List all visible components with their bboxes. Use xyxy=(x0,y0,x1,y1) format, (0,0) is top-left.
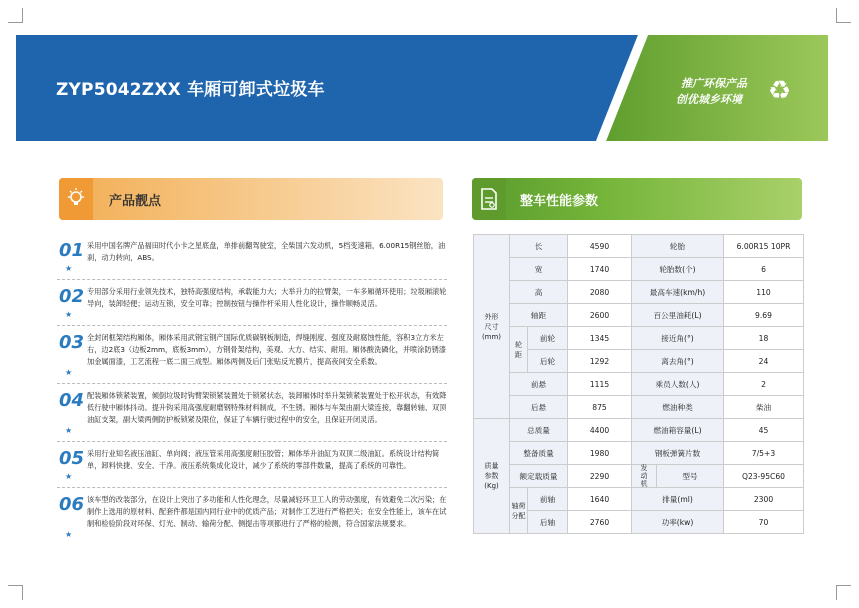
spec-label: 额定载质量 xyxy=(510,465,568,488)
feature-item xyxy=(57,384,447,442)
spec-value: 2 xyxy=(724,373,804,396)
crop-mark xyxy=(8,8,23,23)
table-row xyxy=(474,327,804,350)
spec-value: 2600 xyxy=(568,304,632,327)
document-icon xyxy=(472,178,506,220)
dim-group-label: 外形 尺寸 (mm) xyxy=(474,235,510,419)
table-row xyxy=(474,396,804,419)
lightbulb-icon xyxy=(59,178,93,220)
spec-label: 轴距 xyxy=(510,304,568,327)
feature-text: 配装厢体锁紧装置，倾倒垃圾时钩臂架锁紧装置处于锁紧状态，装卸厢体时举升架锁紧装置处于松开状态，有效降低行驶中厢体抖动。提升钩采用高强度耐磨钢特殊材料制成，不生锈。厢体与车架由副大梁连接，靠翻转轴、双顶油缸支架，副大梁两侧防护板锁紧及限位，保证了车辆行驶过程中的安全，且保证开闭灵活。 xyxy=(87,391,447,424)
specs-heading-bar xyxy=(472,178,802,220)
spec-label: 后轮 xyxy=(528,350,568,373)
spec-value: 4590 xyxy=(568,235,632,258)
spec-value: 7/5+3 xyxy=(724,442,804,465)
spec-label: 功率(kw) xyxy=(632,511,724,534)
spec-value: 4400 xyxy=(568,419,632,442)
table-row xyxy=(474,281,804,304)
spec-label: 长 xyxy=(510,235,568,258)
spec-label: 钢板弹簧片数 xyxy=(632,442,724,465)
spec-value: 1740 xyxy=(568,258,632,281)
feature-item xyxy=(57,488,447,545)
crop-mark xyxy=(836,585,851,600)
spec-value: 柴油 xyxy=(724,396,804,419)
spec-label: 前悬 xyxy=(510,373,568,396)
feature-list xyxy=(57,234,447,545)
features-heading-bar xyxy=(59,178,443,220)
engine-group-label: 发 动 机 xyxy=(632,465,657,487)
spec-value: 70 xyxy=(724,511,804,534)
spec-label: 后轴 xyxy=(528,511,568,534)
feature-number: 01 xyxy=(59,240,85,261)
table-row xyxy=(474,488,804,511)
slogan-line-1: 推广环保产品 xyxy=(681,77,747,90)
spec-label: 燃油种类 xyxy=(632,396,724,419)
feature-text: 专用部分采用行业领先技术，独特高强度结构，承载能力大；大举升力的拉臂架，一车多厢循环使用；垃圾厢滚轮导向，装卸轻便；运动互锁，安全可靠；控制按钮与操作杆采用人性化设计，操作顺畅灵活。 xyxy=(87,287,447,308)
star-icon: ★ xyxy=(65,426,73,435)
spec-label: 前轴 xyxy=(528,488,568,511)
star-icon: ★ xyxy=(65,310,73,319)
table-row xyxy=(474,465,804,488)
spec-value: 1980 xyxy=(568,442,632,465)
table-row xyxy=(474,442,804,465)
star-icon: ★ xyxy=(65,264,73,273)
spec-label: 排量(ml) xyxy=(632,488,724,511)
table-row xyxy=(474,304,804,327)
spec-label: 宽 xyxy=(510,258,568,281)
star-icon: ★ xyxy=(65,472,73,481)
spec-value: 18 xyxy=(724,327,804,350)
feature-text: 全封闭框架结构厢体，厢体采用武钢宝钢产国际优质碳钢板制造，焊缝刚度、强度及耐腐蚀性能，容积3立方米左右，边2底3（边板2mm，底板3mm），方钢骨架结构，美观、大方、结实、耐用。厢体酸洗磷化，并喷涂防锈漆加金属面漆，工艺流程一底二面三成型。厢体两侧及后门张贴反光膜片，提高夜间安全系数。 xyxy=(87,333,446,366)
crop-mark xyxy=(8,585,23,600)
spec-value: 2760 xyxy=(568,511,632,534)
recycle-icon: ♻ xyxy=(768,76,792,106)
spec-label xyxy=(632,465,724,488)
header-banner xyxy=(16,35,828,141)
feature-text: 采用行业知名液压油缸、单向阀；液压管采用高强度耐压胶管；厢体举升油缸为双顶二级油缸。系统设计结构简单，卸料快捷、安全、干净。液压系统集成化设计，减少了系统的零部件数量，提高了系统的可靠性。 xyxy=(87,449,440,470)
track-group-label: 轮 距 xyxy=(510,327,528,373)
spec-label: 高 xyxy=(510,281,568,304)
spec-value: 2300 xyxy=(724,488,804,511)
spec-label: 轮胎数(个) xyxy=(632,258,724,281)
spec-label: 轮胎 xyxy=(632,235,724,258)
star-icon: ★ xyxy=(65,530,73,539)
feature-number: 02 xyxy=(59,286,85,307)
spec-label: 乘员人数(人) xyxy=(632,373,724,396)
star-icon: ★ xyxy=(65,368,73,377)
feature-item xyxy=(57,442,447,488)
spec-label: 最高车速(km/h) xyxy=(632,281,724,304)
spec-label: 总质量 xyxy=(510,419,568,442)
spec-value: 1292 xyxy=(568,350,632,373)
mass-group-label: 质量 参数 (Kg) xyxy=(474,419,510,534)
crop-mark xyxy=(836,8,851,23)
spec-label: 接近角(°) xyxy=(632,327,724,350)
spec-label: 百公里油耗(L) xyxy=(632,304,724,327)
spec-value: 1345 xyxy=(568,327,632,350)
page-title: ZYP5042ZXX 车厢可卸式垃圾车 xyxy=(56,80,325,100)
feature-number: 06 xyxy=(59,494,85,515)
spec-table xyxy=(473,234,804,534)
spec-value: 110 xyxy=(724,281,804,304)
feature-text: 该车型的改装部分，在设计上突出了多功能和人性化理念，尽量减轻环卫工人的劳动强度，有效避免二次污染；在制作上选用的原材料、配套件都是国内同行业中的优质产品；对制作工艺进行严格把关；在安全性能上，该车在试制和检验阶段对环保、灯光、制动、输荷分配、侧提击等项都进行了严格的检测，符合国家法规要求。 xyxy=(87,495,447,528)
spec-value: 6 xyxy=(724,258,804,281)
spec-label: 燃油箱容量(L) xyxy=(632,419,724,442)
spec-value: 6.00R15 10PR xyxy=(724,235,804,258)
spec-value: 2080 xyxy=(568,281,632,304)
spec-value: 875 xyxy=(568,396,632,419)
table-row xyxy=(474,235,804,258)
slogan-line-2: 创优城乡环境 xyxy=(676,93,742,106)
spec-label: 前轮 xyxy=(528,327,568,350)
feature-item xyxy=(57,234,447,280)
spec-label: 离去角(°) xyxy=(632,350,724,373)
feature-number: 03 xyxy=(59,332,85,353)
table-row xyxy=(474,419,804,442)
spec-value: 45 xyxy=(724,419,804,442)
spec-label: 整备质量 xyxy=(510,442,568,465)
feature-item xyxy=(57,326,447,384)
spec-value: 1640 xyxy=(568,488,632,511)
feature-number: 05 xyxy=(59,448,85,469)
spec-value: 9.69 xyxy=(724,304,804,327)
spec-value: 1115 xyxy=(568,373,632,396)
spec-value: 2290 xyxy=(568,465,632,488)
table-row xyxy=(474,258,804,281)
specs-heading: 整车性能参数 xyxy=(520,194,599,209)
table-row xyxy=(474,373,804,396)
feature-number: 04 xyxy=(59,390,85,411)
features-heading: 产品靓点 xyxy=(109,194,162,209)
spec-label: 型号 xyxy=(682,471,698,481)
feature-text: 采用中国名牌产品福田时代小卡之星底盘，单排前翻驾驶室，全柴国六发动机，5档变速箱，6.00R15钢丝胎，油刹，动力转向，ABS。 xyxy=(87,241,446,262)
feature-item xyxy=(57,280,447,326)
spec-label: 后悬 xyxy=(510,396,568,419)
spec-value: Q23-95C60 xyxy=(724,465,804,488)
axle-group-label: 轴荷 分配 xyxy=(510,488,528,534)
spec-value: 24 xyxy=(724,350,804,373)
